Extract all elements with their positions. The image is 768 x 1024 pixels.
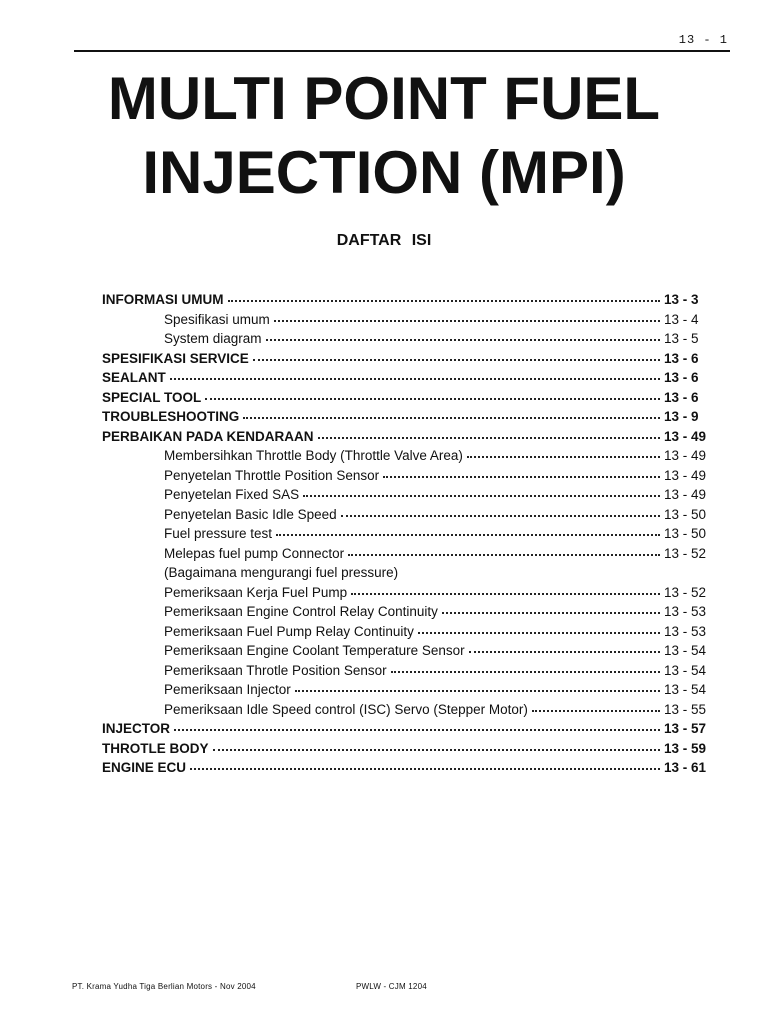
toc-entry-label: Pemeriksaan Fuel Pump Relay Continuity: [164, 623, 414, 639]
toc-entry-page: 13 - 59: [664, 740, 707, 756]
toc-entry-page: 13 - 49: [664, 467, 707, 483]
toc-entry-page: 13 - 3: [664, 292, 699, 307]
toc-entry-label: SPECIAL TOOL: [102, 389, 202, 405]
toc-leader-dots: [467, 444, 660, 458]
toc-entry-label: Pemeriksaan Kerja Fuel Pump: [164, 584, 348, 600]
toc-entry-page: 13 - 50: [664, 506, 707, 522]
toc-entry-page: 13 - 49: [664, 487, 707, 502]
toc-leader-dots: [341, 503, 660, 517]
toc-entry-label: PERBAIKAN PADA KENDARAAN: [102, 428, 314, 444]
toc-leader-dots: [442, 600, 660, 614]
toc-entry-label: (Bagaimana mengurangi fuel pressure): [164, 565, 399, 580]
toc-leader-dots: [274, 308, 660, 322]
toc-entry-label: Melepas fuel pump Connector: [164, 545, 345, 561]
header-rule: [74, 50, 730, 52]
toc-entry-page: 13 - 4: [664, 311, 699, 327]
toc-entry-page: 13 - 6: [664, 389, 699, 405]
toc-heading: DAFTAR ISI: [336, 232, 432, 249]
title-line-2: INJECTION (MPI): [142, 139, 626, 206]
toc-entry-label: SEALANT: [102, 370, 166, 385]
toc-entry-label: ENGINE ECU: [102, 760, 187, 775]
toc-entry-page: 13 - 57: [664, 721, 707, 736]
toc-entry[interactable]: [102, 758, 722, 778]
toc-entry-page: 13 - 49: [664, 428, 707, 444]
toc-entry[interactable]: [102, 544, 722, 564]
toc-leader-dots: [243, 405, 660, 419]
toc-entry-label: THROTLE BODY: [102, 740, 209, 756]
toc-leader-dots: [532, 698, 660, 712]
toc-leader-dots: [348, 542, 660, 556]
toc-leader-dots: [469, 639, 660, 653]
table-of-contents: [102, 290, 722, 778]
toc-leader-dots: [383, 464, 660, 478]
page-number: 13 - 1: [678, 33, 728, 47]
toc-entry-page: 13 - 6: [664, 370, 699, 385]
toc-entry-label: Pemeriksaan Engine Control Relay Continuity: [164, 604, 438, 619]
toc-entry-label: Penyetelan Throttle Position Sensor: [164, 467, 380, 483]
toc-entry-page: 13 - 53: [664, 623, 707, 639]
toc-entry-label: Penyetelan Fixed SAS: [164, 487, 300, 502]
toc-leader-dots: [228, 288, 661, 302]
toc-entry-page: 13 - 49: [664, 448, 707, 463]
toc-entry-page: 13 - 52: [664, 584, 707, 600]
toc-entry-label: TROUBLESHOOTING: [102, 409, 240, 424]
toc-entry-page: 13 - 61: [664, 760, 707, 775]
toc-entry-page: 13 - 5: [664, 331, 699, 346]
toc-entry-page: 13 - 53: [664, 604, 707, 619]
toc-entry-page: 13 - 54: [664, 643, 707, 658]
toc-entry-label: Pemeriksaan Throtle Position Sensor: [164, 662, 387, 678]
toc-entry-label: Membersihkan Throttle Body (Throttle Valve Area): [164, 448, 463, 463]
toc-entry-label: Fuel pressure test: [164, 526, 273, 541]
toc-leader-dots: [266, 327, 660, 341]
toc-entry-label: INFORMASI UMUM: [102, 292, 224, 307]
toc-leader-dots: [253, 347, 660, 361]
footer-document-code: PWLW - CJM 1204: [356, 982, 427, 991]
toc-leader-dots: [318, 425, 660, 439]
toc-entry-label: SPESIFIKASI SERVICE: [102, 350, 249, 366]
toc-entry-page: 13 - 50: [664, 526, 707, 541]
toc-entry-page: 13 - 9: [664, 409, 699, 424]
toc-leader-dots: [276, 522, 660, 536]
toc-entry-page: 13 - 54: [664, 662, 707, 678]
toc-leader-dots: [170, 366, 660, 380]
toc-entry-label: Pemeriksaan Injector: [164, 682, 291, 697]
toc-leader-dots: [213, 737, 661, 751]
toc-leader-dots: [391, 659, 660, 673]
toc-entry-label: System diagram: [164, 331, 262, 346]
toc-leader-dots: [190, 756, 660, 770]
toc-entry-label: INJECTOR: [102, 721, 171, 736]
toc-entry-label: Penyetelan Basic Idle Speed: [164, 506, 337, 522]
toc-entry-label: Spesifikasi umum: [164, 311, 270, 327]
toc-entry-page: 13 - 55: [664, 701, 707, 717]
toc-entry-page: 13 - 52: [664, 545, 707, 561]
toc-leader-dots: [303, 483, 660, 497]
toc-leader-dots: [351, 581, 660, 595]
toc-entry-label: Pemeriksaan Engine Coolant Temperature Sensor: [164, 643, 465, 658]
document-title: [40, 62, 728, 210]
toc-entry-page: 13 - 54: [664, 682, 707, 697]
toc-entry-page: 13 - 6: [664, 350, 699, 366]
title-line-1: MULTI POINT FUEL: [107, 65, 661, 132]
toc-leader-dots: [418, 620, 660, 634]
toc-leader-dots: [174, 717, 660, 731]
toc-leader-dots: [205, 386, 660, 400]
toc-leader-dots: [295, 678, 660, 692]
toc-entry-label: Pemeriksaan Idle Speed control (ISC) Servo (Stepper Motor): [164, 701, 528, 717]
footer-publisher: PT. Krama Yudha Tiga Berlian Motors - Nov 2004: [72, 982, 256, 991]
